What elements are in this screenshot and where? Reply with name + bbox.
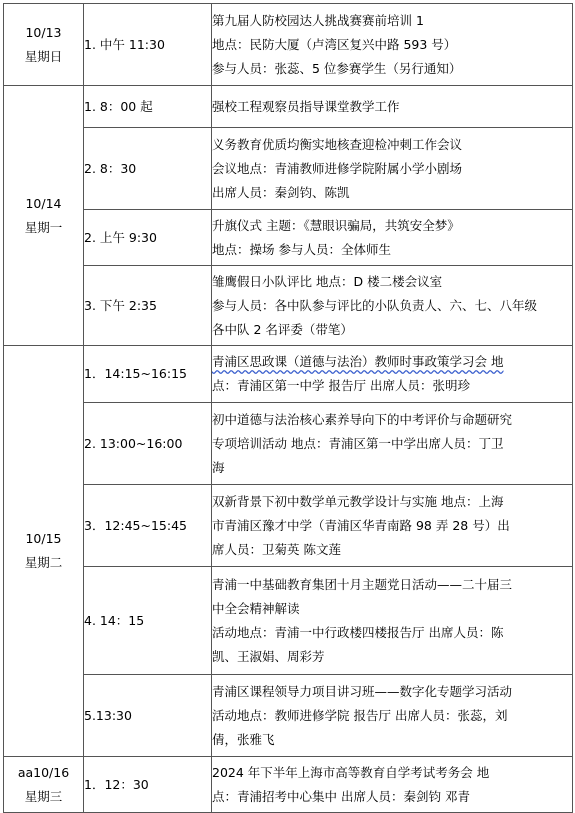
time-cell: 5.13:30 — [84, 675, 212, 757]
event-line: 参与人员：各中队参与评比的小队负责人、六、七、八年级 — [212, 297, 538, 313]
event-cell — [212, 403, 573, 485]
schedule-table — [3, 3, 573, 813]
event-line: 专项培训活动 地点：青浦区第一中学出席人员：丁卫 — [212, 435, 504, 451]
event-line: 凯、王淑娟、周彩芳 — [212, 648, 325, 664]
time-cell: 1．12：30 — [84, 757, 212, 813]
table-row — [4, 403, 573, 485]
event-line: 中全会精神解读 — [212, 600, 300, 616]
table-row — [4, 128, 573, 210]
time-cell: 1. 8：00 起 — [84, 86, 212, 128]
event-line: 点：青浦区第一中学 报告厅 出席人员：张明珍 — [212, 378, 470, 393]
day-cell — [4, 86, 84, 346]
table-row — [4, 567, 573, 675]
table-row — [4, 86, 573, 128]
time-cell: 1．14:15~16:15 — [84, 346, 212, 403]
table-row — [4, 4, 573, 86]
event-cell — [212, 567, 573, 675]
event-line: 青浦一中基础教育集团十月主题党日活动——二十届三 — [212, 576, 513, 592]
day-date: 10/14 — [25, 195, 62, 211]
event-line: 活动地点：教师进修学院 报告厅 出席人员：张蕊，刘 — [212, 707, 508, 723]
event-line: 雏鹰假日小队评比 地点：D 楼二楼会议室 — [212, 273, 443, 289]
event-line: 义务教育优质均衡实地核查迎检冲刺工作会议 — [212, 136, 463, 152]
event-cell — [212, 675, 573, 757]
table-row — [4, 266, 573, 346]
event-line: 2024 年下半年上海市高等教育自学考试考务会 地 — [212, 764, 490, 780]
event-line: 双新背景下初中数学单元教学设计与实施 地点：上海 — [212, 493, 504, 509]
day-date: 10/13 — [25, 24, 62, 40]
event-line: 点：青浦招考中心集中 出席人员：秦剑钧 邓青 — [212, 788, 470, 804]
time-cell: 2. 上午 9:30 — [84, 210, 212, 266]
event-cell — [212, 210, 573, 266]
event-cell — [212, 4, 573, 86]
day-date: aa10/16 — [17, 764, 70, 780]
event-line: 青浦区课程领导力项目讲习班——数字化专题学习活动 — [212, 683, 513, 699]
event-line: 初中道德与法治核心素养导向下的中考评价与命题研究 — [212, 411, 513, 427]
event-cell — [212, 266, 573, 346]
event-cell — [212, 485, 573, 567]
event-line: 青浦区思政课（道德与法治）教师时事政策学习会 地 — [212, 354, 504, 369]
event-line: 强校工程观察员指导课堂教学工作 — [212, 98, 400, 114]
event-cell — [212, 346, 573, 403]
event-cell — [212, 86, 573, 128]
day-weekday: 星期日 — [24, 48, 63, 64]
table-row — [4, 675, 573, 757]
day-weekday: 星期一 — [24, 219, 63, 235]
time-cell: 4. 14：15 — [84, 567, 212, 675]
table-row — [4, 210, 573, 266]
event-line: 海 — [212, 459, 225, 475]
event-line: 活动地点：青浦一中行政楼四楼报告厅 出席人员：陈 — [212, 624, 504, 640]
time-cell: 1. 中午 11:30 — [84, 4, 212, 86]
table-row — [4, 346, 573, 403]
event-line: 出席人员：秦剑钧、陈凯 — [212, 184, 350, 200]
event-line: 各中队 2 名评委（带笔） — [212, 321, 353, 337]
time-cell: 2. 13:00~16:00 — [84, 403, 212, 485]
event-line: 会议地点：青浦教师进修学院附属小学小剧场 — [212, 160, 463, 176]
table-row — [4, 757, 573, 813]
table-row — [4, 485, 573, 567]
event-line: 地点：操场 参与人员：全体师生 — [212, 241, 391, 257]
time-cell: 2. 8：30 — [84, 128, 212, 210]
event-line: 第九届人防校园达人挑战赛赛前培训 1 — [212, 12, 424, 28]
event-line: 升旗仪式 主题：《慧眼识骗局，共筑安全梦》 — [212, 217, 460, 233]
event-line: 市青浦区豫才中学（青浦区华青南路 98 弄 28 号）出 — [212, 517, 510, 533]
event-line: 参与人员：张蕊、5 位参赛学生（另行通知） — [212, 60, 462, 76]
day-weekday: 星期二 — [24, 555, 63, 570]
day-date: 10/15 — [25, 531, 62, 546]
event-line: 席人员：卫菊英 陈文莲 — [212, 541, 341, 557]
day-cell — [4, 4, 84, 86]
time-cell: 3. 下午 2:35 — [84, 266, 212, 346]
event-line: 地点：民防大厦（卢湾区复兴中路 593 号） — [212, 36, 457, 52]
day-cell — [4, 346, 84, 757]
time-cell: 3．12:45~15:45 — [84, 485, 212, 567]
event-cell — [212, 128, 573, 210]
event-cell — [212, 757, 573, 813]
day-cell — [4, 757, 84, 813]
day-weekday: 星期三 — [24, 788, 63, 804]
event-line: 倩，张雅飞 — [212, 731, 275, 747]
